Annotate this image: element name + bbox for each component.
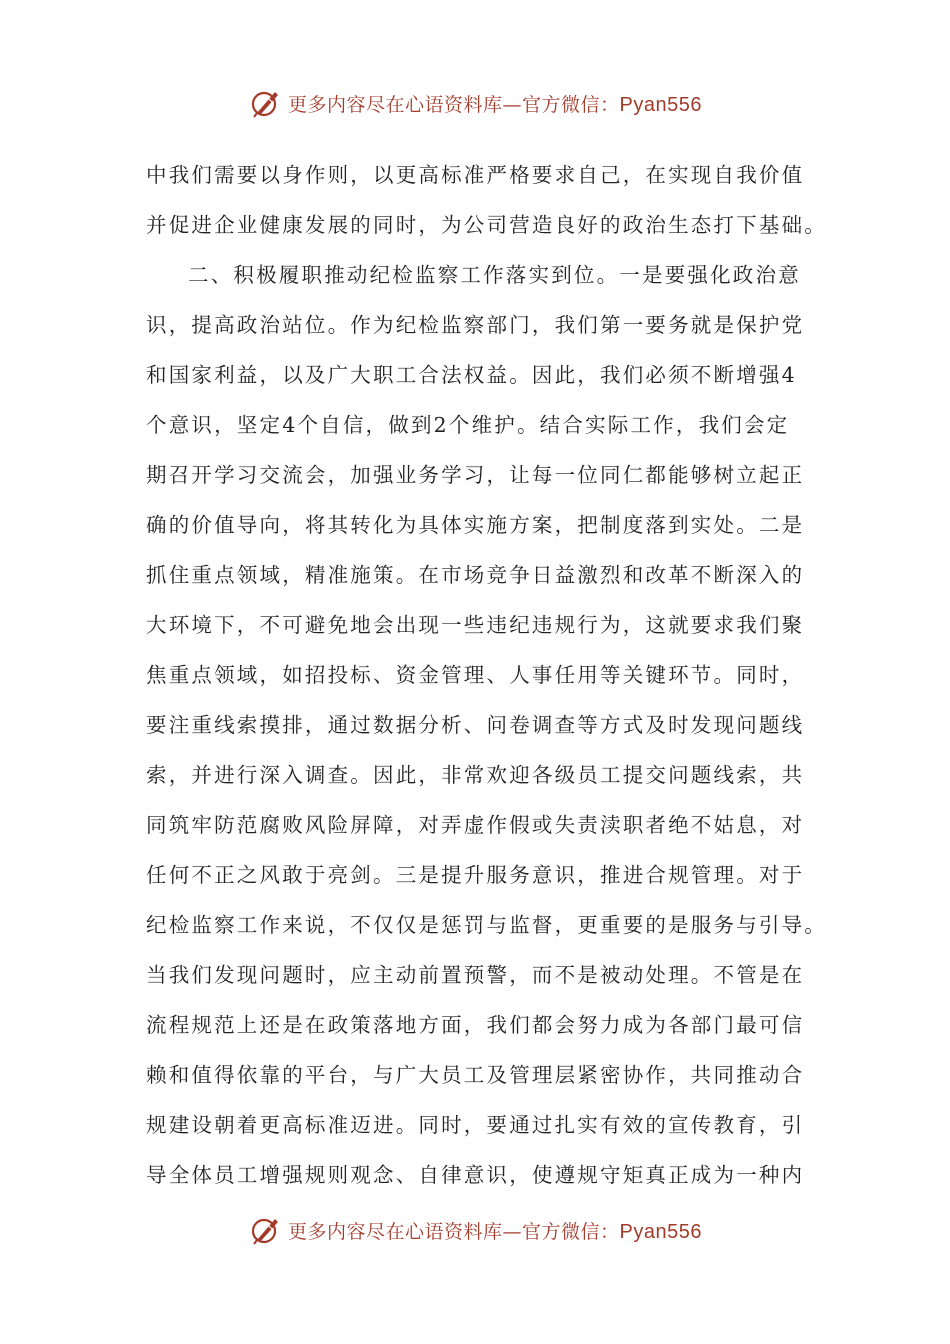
quill-pen-logo-icon <box>248 1213 282 1247</box>
body-line: 期召开学习交流会，加强业务学习，让每一位同仁都能够树立起正 <box>146 463 805 487</box>
body-line: 规建设朝着更高标准迈进。同时，要通过扎实有效的宣传教育，引 <box>146 1113 805 1137</box>
header-banner-text <box>288 90 702 117</box>
quill-pen-logo-icon <box>248 86 282 120</box>
body-line: 中我们需要以身作则，以更高标准严格要求自己，在实现自我价值 <box>146 163 805 187</box>
footer-banner-text-cn: 更多内容尽在心语资料库—官方微信： <box>288 1220 620 1243</box>
header-banner-text-cn: 更多内容尽在心语资料库—官方微信： <box>288 93 620 116</box>
footer-banner-wechat-id: Pyan556 <box>619 1220 702 1243</box>
body-line: 流程规范上还是在政策落地方面，我们都会努力成为各部门最可信 <box>146 1013 805 1037</box>
document-body <box>146 150 826 1200</box>
body-line: 大环境下，不可避免地会出现一些违纪违规行为，这就要求我们聚 <box>146 613 805 637</box>
body-line: 任何不正之风敢于亮剑。三是提升服务意识，推进合规管理。对于 <box>146 863 805 887</box>
body-line: 焦重点领域，如招投标、资金管理、人事任用等关键环节。同时， <box>146 663 805 687</box>
body-line: 和国家利益，以及广大职工合法权益。因此，我们必须不断增强4 <box>146 363 797 387</box>
body-line: 抓住重点领域，精准施策。在市场竞争日益激烈和改革不断深入的 <box>146 563 805 587</box>
body-line: 赖和值得依靠的平台，与广大员工及管理层紧密协作，共同推动合 <box>146 1063 805 1087</box>
body-line: 确的价值导向，将其转化为具体实施方案，把制度落到实处。二是 <box>146 513 805 537</box>
body-line: 并促进企业健康发展的同时，为公司营造良好的政治生态打下基础。 <box>146 213 827 237</box>
header-banner-wechat-id: Pyan556 <box>619 93 702 116</box>
body-line: 当我们发现问题时，应主动前置预警，而不是被动处理。不管是在 <box>146 963 805 987</box>
body-line: 要注重线索摸排，通过数据分析、问卷调查等方式及时发现问题线 <box>146 713 805 737</box>
body-line: 个意识，坚定4个自信，做到2个维护。结合实际工作，我们会定 <box>146 413 790 437</box>
body-line-paragraph-start: 二、积极履职推动纪检监察工作落实到位。一是要强化政治意 <box>188 263 801 287</box>
body-line: 索，并进行深入调查。因此，非常欢迎各级员工提交问题线索，共 <box>146 763 805 787</box>
header-banner <box>0 83 950 123</box>
body-line: 识，提高政治站位。作为纪检监察部门，我们第一要务就是保护党 <box>146 313 805 337</box>
body-line: 导全体员工增强规则观念、自律意识，使遵规守矩真正成为一种内 <box>146 1163 805 1187</box>
footer-banner <box>0 1210 950 1250</box>
body-line: 纪检监察工作来说，不仅仅是惩罚与监督，更重要的是服务与引导。 <box>146 913 827 937</box>
body-line: 同筑牢防范腐败风险屏障，对弄虚作假或失责渎职者绝不姑息，对 <box>146 813 805 837</box>
footer-banner-text <box>288 1217 702 1244</box>
